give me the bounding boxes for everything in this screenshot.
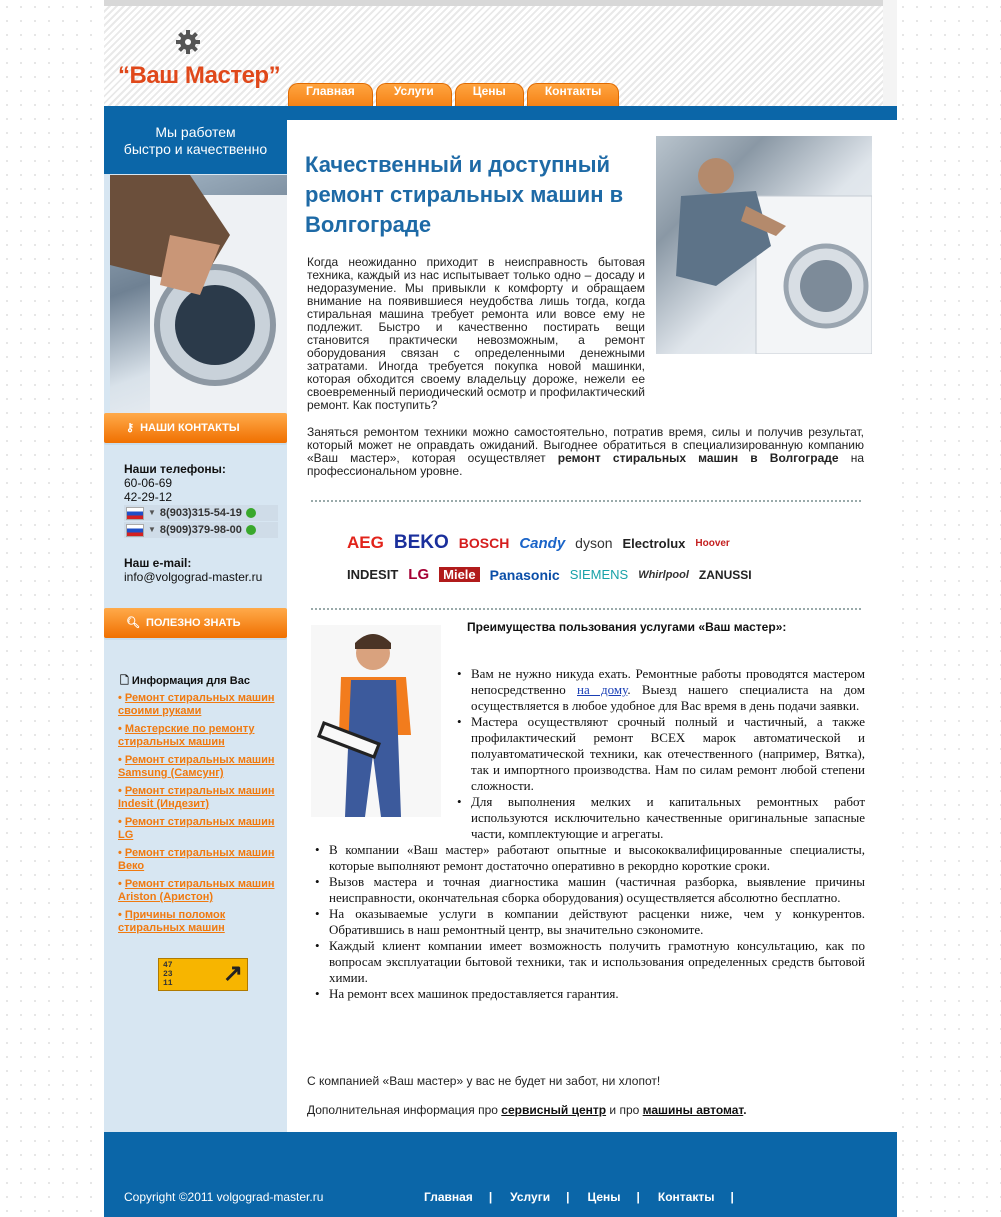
page-title: Качественный и доступный ремонт стиральных машин в Волгограде <box>305 152 624 237</box>
site-logo[interactable]: “Ваш Мастер” <box>118 62 281 89</box>
mobile-row-1 <box>124 505 278 521</box>
slogan-line-2: быстро и качественно <box>123 141 268 157</box>
footer-separator: | <box>488 1190 493 1204</box>
brand-miele: Miele <box>439 567 480 582</box>
advantage-text: . Выезд нашего специалиста на дом осуществляется в любое удобное для Вас время в день подачи заявки. <box>471 682 865 713</box>
brand-aeg: AEG <box>347 533 384 552</box>
brand-logos <box>347 532 827 595</box>
paragraph-2-end: на профессиональном уровне. <box>307 451 865 478</box>
mobile-row-2 <box>124 522 278 538</box>
footer-link-services[interactable]: Услуги <box>510 1190 551 1204</box>
counter-value: 47 <box>163 961 173 970</box>
list-item <box>323 986 865 1002</box>
visit-counter[interactable] <box>158 958 248 991</box>
advantage-text: Для выполнения мелких и капитальных ремонтных работ используются исключительно качественные оригинальные запасные части, комплектующие и агрегаты. <box>471 794 865 841</box>
footer-link-home[interactable]: Главная <box>424 1190 473 1204</box>
advantages-list <box>323 666 865 1002</box>
brand-bosch: BOSCH <box>458 535 510 551</box>
intro-paragraph: Когда неожиданно приходит в неисправность бытовая техника, каждый из нас испытывает только одно – досаду и недоразумение. Мы привыкли к комфорту и обращаем внимание на появившиеся неудобства лишь тогда, когда стиральная машина требует ремонта или вовсе ему не подлежит. Быстро и качественно постирать вещи становится практически невозможным, а ремонт оборудования связан с определенными денежными затратами. Иногда требуется покупка новой машинки, которая обходится своему владельцу дороже, нежели ее своевременный периодический осмотр и профилактический ремонт. Как поступить? <box>307 255 645 412</box>
contacts-button[interactable] <box>104 413 287 443</box>
brand-row-2 <box>347 566 827 583</box>
page-wrapper <box>104 0 897 1217</box>
key-icon: ⚷ <box>126 422 135 434</box>
footer-link-prices[interactable]: Цены <box>587 1190 621 1204</box>
advantage-text: Вызов мастера и точная диагностика машин (частичная разборка, выявление причины неисправности, окончательная сборка оборудования) осуществляется абсолютно бесплатно. <box>329 874 865 905</box>
hero-photo <box>656 136 872 354</box>
arrow-up-right-icon: ↗ <box>222 960 243 987</box>
advantage-text: Мастера осуществляют срочный полный и частичный, а также профилактический ремонт ВСЕХ марок автоматической и полуавтоматической техники, как отечественного (например, Вятка), так и импортного производства. Нам по силам ремонт любой степени сложности. <box>471 714 865 793</box>
russia-flag-icon <box>126 507 144 520</box>
advantage-text: Вам не нужно никуда ехать. Ремонтные работы проводятся мастером непосредственно <box>471 666 865 697</box>
more-info-end: . <box>743 1103 747 1117</box>
list-item <box>465 666 865 714</box>
nav-tab-prices[interactable]: Цены <box>455 83 524 112</box>
mobile-phone-2: 8(909)379-98-00 <box>159 524 242 536</box>
intro-text-top <box>307 256 645 412</box>
list-item: • Ремонт стиральных машин Веко <box>118 847 275 872</box>
sidebar-link[interactable]: Ремонт стиральных машин своими руками <box>118 692 275 717</box>
brand-panasonic: Panasonic <box>489 566 560 583</box>
brand-lg: LG <box>408 566 430 583</box>
document-icon: 🗋 <box>120 675 129 687</box>
brand-indesit: INDESIT <box>347 567 399 582</box>
slogan-line-1: Мы работем <box>155 124 236 140</box>
list-item: • Причины поломок стиральных машин <box>118 909 226 934</box>
list-item: • Ремонт стиральных машин Samsung (Самсунг) <box>118 754 275 779</box>
list-item <box>465 714 865 794</box>
paragraph-2-bold: ремонт стиральных машин в Волгограде <box>557 451 839 465</box>
sidebar-link[interactable]: Причины поломок стиральных машин <box>118 909 226 934</box>
header <box>104 6 897 106</box>
info-heading <box>120 672 250 691</box>
advantage-text: На оказываемые услуги в компании действуют расценки ниже, чем у конкурентов. Обратившись в наш ремонтный центр, вы значительно сэкономите. <box>329 906 865 937</box>
list-item <box>323 842 865 874</box>
more-info <box>307 1104 867 1117</box>
brand-dyson: dyson <box>575 535 613 551</box>
washer-illustration <box>656 136 872 354</box>
nav-tab-contacts[interactable]: Контакты <box>527 83 620 112</box>
list-item <box>323 874 865 906</box>
automatic-machines-link[interactable]: машины автомат <box>642 1103 744 1117</box>
list-item: • Ремонт стиральных машин Ariston (Аристон) <box>118 878 275 903</box>
email-title: Наш e-mail: <box>124 556 192 570</box>
list-item: • Ремонт стиральных машин LG <box>118 816 275 841</box>
footer-separator: | <box>566 1190 570 1204</box>
call-icon[interactable] <box>246 525 256 535</box>
dropdown-arrow-icon: ▼ <box>148 525 156 534</box>
counter-values <box>163 961 173 988</box>
sidebar-link[interactable]: Ремонт стиральных машин LG <box>118 816 275 841</box>
mobile-phone-1: 8(903)315-54-19 <box>159 507 242 519</box>
home-link[interactable]: на дому <box>577 682 628 697</box>
brand-zanussi: ZANUSSI <box>698 567 752 582</box>
list-item <box>465 794 865 842</box>
repairman-illustration <box>110 175 293 413</box>
sidebar-link[interactable]: Ремонт стиральных машин Ariston (Аристон) <box>118 878 275 903</box>
call-icon[interactable] <box>246 508 256 518</box>
russia-flag-icon <box>126 524 144 537</box>
list-item <box>323 938 865 986</box>
header-right-strip <box>883 0 897 106</box>
slogan <box>104 120 287 174</box>
service-center-link[interactable]: сервисный центр <box>501 1103 607 1117</box>
advantage-text: Каждый клиент компании имеет возможность получить грамотную консультацию, как по вопросам эксплуатации бытовой техники, так и использования определенных средств бытовой химии. <box>329 938 865 985</box>
divider <box>311 500 861 502</box>
contacts-block <box>124 462 278 584</box>
list-item: • Ремонт стиральных машин своими руками <box>118 692 275 717</box>
brand-candy: Candy <box>519 534 566 552</box>
footer-separator: | <box>636 1190 640 1204</box>
phone-2: 42-29-12 <box>124 490 173 504</box>
nav-tab-home[interactable]: Главная <box>288 83 373 112</box>
phones-title: Наши телефоны: <box>124 462 226 476</box>
brand-beko: BEKO <box>393 532 449 553</box>
brand-electrolux: Electrolux <box>622 535 686 551</box>
counter-value: 23 <box>163 970 173 979</box>
copyright: Copyright ©2011 volgograd-master.ru <box>124 1190 324 1204</box>
list-item: • Ремонт стиральных машин Indesit (Индезит) <box>118 785 275 810</box>
useful-button-label: ПОЛЕЗНО ЗНАТЬ <box>145 617 241 629</box>
dropdown-arrow-icon: ▼ <box>148 508 156 517</box>
sidebar-link[interactable]: Мастерские по ремонту стиральных машин <box>118 723 255 748</box>
brand-whirlpool: Whirlpool <box>638 568 689 581</box>
footer <box>104 1132 897 1217</box>
brand-siemens: SIEMENS <box>569 567 629 582</box>
more-info-text: и про <box>606 1103 643 1117</box>
repairman-photo <box>110 175 293 413</box>
advantages-title: Преимущества пользования услугами «Ваш мастер»: <box>467 620 787 634</box>
list-item: • Мастерские по ремонту стиральных машин <box>118 723 255 748</box>
sidebar <box>104 120 287 1132</box>
brand-row-1 <box>347 532 827 554</box>
info-title: Информация для Вас <box>131 675 250 687</box>
blue-bar <box>104 106 897 120</box>
sidebar-link[interactable]: Ремонт стиральных машин Indesit (Индезит) <box>118 785 275 810</box>
list-item <box>323 906 865 938</box>
divider <box>311 608 861 610</box>
advantage-text: На ремонт всех машинок предоставляется гарантия. <box>329 986 619 1001</box>
counter-value: 11 <box>163 979 173 988</box>
search-icon: 🔍︎ <box>126 617 140 629</box>
gear-icon <box>174 28 202 56</box>
brand-hoover: Hoover <box>695 537 730 549</box>
footer-nav <box>424 1190 752 1204</box>
paragraph-2 <box>307 426 864 478</box>
email[interactable]: info@volgograd-master.ru <box>124 570 263 584</box>
footer-link-contacts[interactable]: Контакты <box>657 1190 715 1204</box>
outro: С компанией «Ваш мастер» у вас не будет ни забот, ни хлопот! <box>307 1074 661 1088</box>
more-info-text: Дополнительная информация про <box>307 1103 502 1117</box>
advantage-text: В компании «Ваш мастер» работают опытные и высококвалифицированные специалисты, которые выполняют ремонт достаточно оперативно в рекордно короткие сроки. <box>329 842 865 873</box>
phone-1: 60-06-69 <box>124 476 173 490</box>
sidebar-link[interactable]: Ремонт стиральных машин Веко <box>118 847 275 872</box>
content-frame <box>287 120 897 1165</box>
paragraph-2-start: Заняться ремонтом техники можно самостоятельно, потратив время, силы и получив результат, который может не оправдать ожиданий. Выгоднее обратиться в специализированную компанию «Ваш мастер», которая осуществляет <box>307 425 864 465</box>
footer-separator: | <box>730 1190 734 1204</box>
info-links <box>118 692 283 940</box>
sidebar-link[interactable]: Ремонт стиральных машин Samsung (Самсунг) <box>118 754 275 779</box>
useful-button[interactable] <box>104 608 287 638</box>
contacts-button-label: НАШИ КОНТАКТЫ <box>140 422 240 434</box>
nav-tab-services[interactable]: Услуги <box>376 83 452 112</box>
